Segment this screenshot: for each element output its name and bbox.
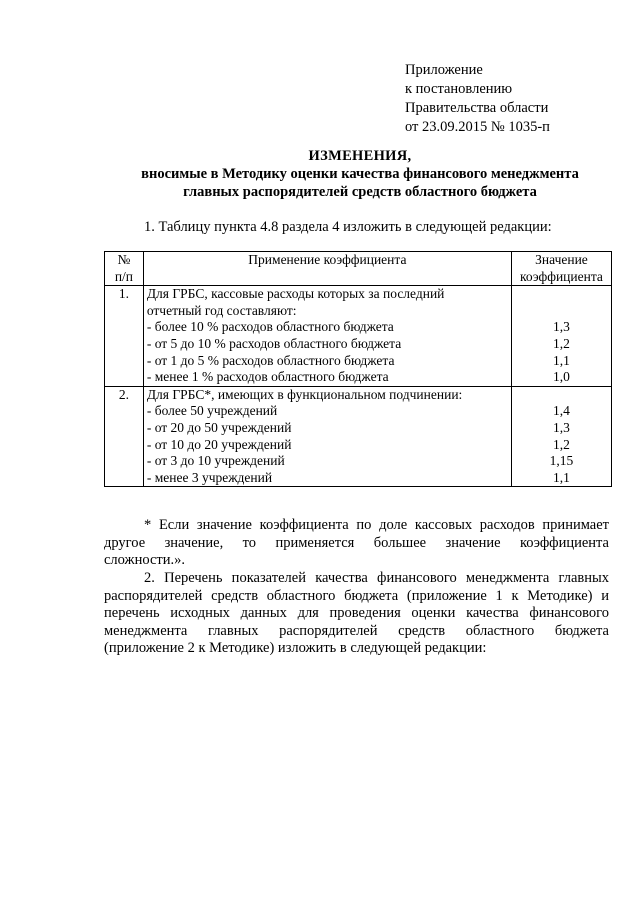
- header-number: № п/п: [105, 252, 144, 286]
- footnote-line: * Если значение коэффициента по доле кассовых расходов принимает: [144, 517, 609, 533]
- table-header-row: [105, 252, 612, 286]
- header-application: Применение коэффициента: [143, 252, 511, 286]
- document-title: [100, 147, 620, 201]
- header-value: Значение коэффициента: [511, 252, 611, 286]
- intro-paragraph: 1. Таблицу пункта 4.8 раздела 4 изложить в следующей редакции:: [144, 219, 552, 235]
- title-sub: главных распорядителей средств областного бюджета: [183, 183, 537, 200]
- annex-line: к постановлению: [405, 81, 513, 97]
- annex-line: от 23.09.2015 № 1035-п: [405, 119, 550, 135]
- row-values: 1,3 1,2 1,1 1,0: [511, 286, 611, 387]
- row-application: Для ГРБС*, имеющих в функциональном подчинении: - более 50 учреждений - от 20 до 50 учреждений - от 10 до 20 учреждений - от 3 до 10 учреждений - менее 3 учреждений: [143, 386, 511, 487]
- annex-line: Правительства области: [405, 100, 549, 116]
- annex-header: [405, 61, 550, 137]
- row-values: 1,4 1,3 1,2 1,15 1,1: [511, 386, 611, 487]
- paragraph-line: перечень исходных данных для проведения оценки качества финансового: [104, 605, 609, 621]
- paragraph-line: (приложение 2 к Методике) изложить в следующей редакции:: [104, 640, 487, 656]
- table-row: [105, 286, 612, 387]
- coefficient-table: [104, 251, 612, 487]
- title-sub: вносимые в Методику оценки качества финансового менеджмента: [141, 166, 579, 182]
- paragraph-line: распорядителей средств областного бюджета (приложение 1 к Методике) и: [104, 587, 609, 604]
- paragraph-2: [104, 570, 609, 658]
- title-main: ИЗМЕНЕНИЯ,: [308, 148, 412, 164]
- row-number: 1.: [105, 286, 144, 387]
- paragraph-line: 2. Перечень показателей качества финансового менеджмента главных: [144, 570, 609, 586]
- row-application: Для ГРБС, кассовые расходы которых за последний отчетный год составляют: - более 10 % расходов областного бюджета - от 5 до 10 % расходов областного бюджета - от 1 до 5 % расходов областного бюджета - менее 1 % расходов областного бюджета: [143, 286, 511, 387]
- annex-line: Приложение: [405, 62, 483, 78]
- paragraph-line: менеджмента главных распорядителей средств областного бюджета: [104, 622, 609, 639]
- footnote-line: другое значение, то применяется большее значение коэффициента: [104, 534, 609, 551]
- footnote-line: сложности.».: [104, 552, 185, 568]
- footnote-paragraph: [104, 517, 609, 570]
- table-row: [105, 386, 612, 487]
- row-number: 2.: [105, 386, 144, 487]
